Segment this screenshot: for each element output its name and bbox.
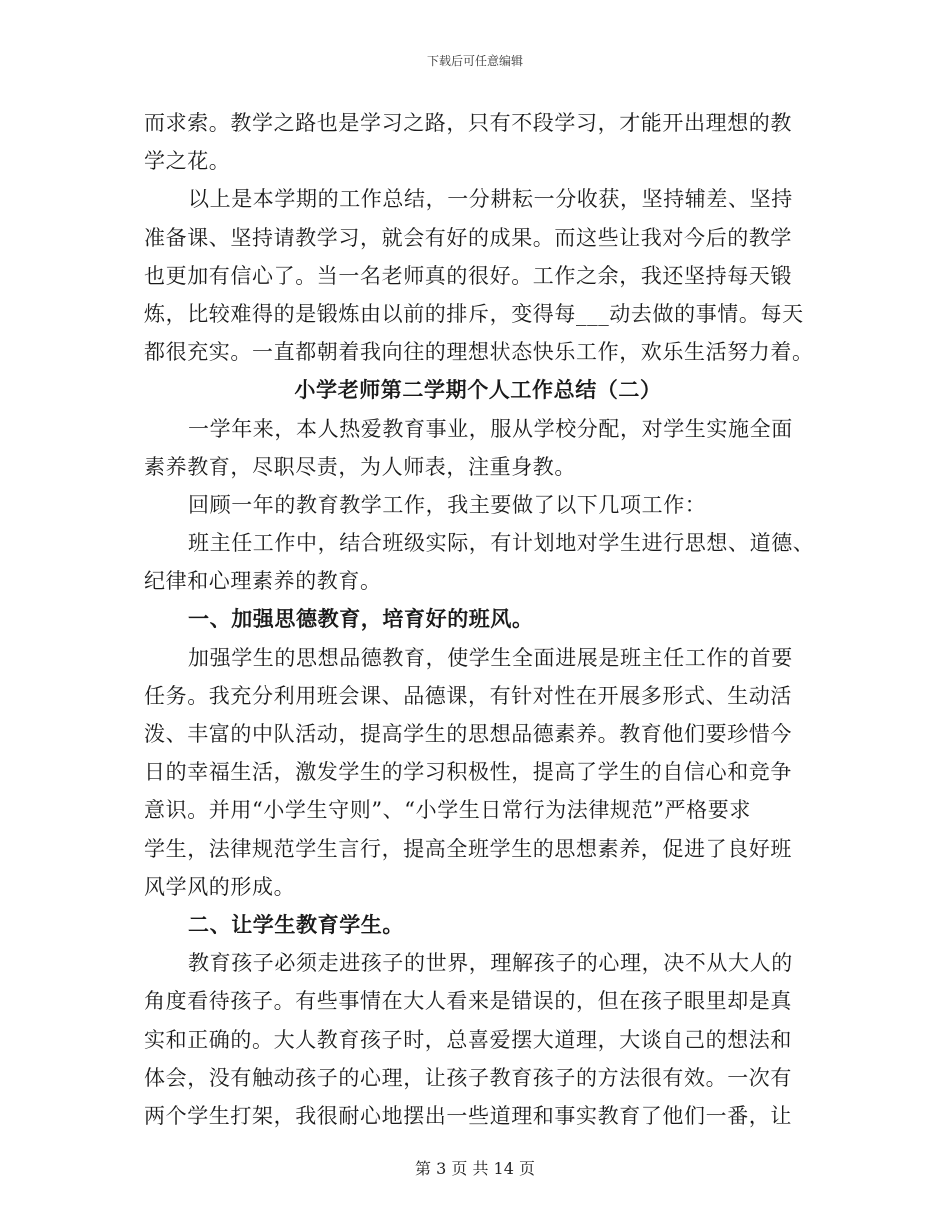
section-heading: 一、加强思德教育，培育好的班风。 [188, 607, 534, 632]
text-line: 学之花。 [144, 149, 231, 174]
text-line: 准备课、坚持请教学习，就会有好的成果。而这些让我对今后的教学 [144, 225, 792, 250]
text-line: 都很充实。一直都朝着我向往的理想状态快乐工作，欢乐生活努力着。 [144, 340, 814, 365]
text-line: 炼，比较难得的是锻炼由以前的排斥，变得每___动去做的事情。每天 [144, 301, 804, 326]
text-line: 实和正确的。大人教育孩子时，总喜爱摆大道理，大谈自己的想法和 [144, 1027, 792, 1052]
text-line: 学生，法律规范学生言行，提高全班学生的思想素养，促进了良好班 [144, 836, 792, 861]
text-line: 泼、丰富的中队活动，提高学生的思想品德素养。教育他们要珍惜今 [144, 722, 792, 746]
text-line: 纪律和心理素养的教育。 [144, 569, 382, 594]
section-title: 小学老师第二学期个人工作总结（二） [294, 378, 662, 403]
paragraph-first-line: 以上是本学期的工作总结，一分耕耘一分收获，坚持辅差、坚持 [188, 187, 793, 212]
text-line: 体会，没有触动孩子的心理，让孩子教育孩子的方法很有效。一次有 [144, 1065, 792, 1090]
text-line: 素养教育，尽职尽责，为人师表，注重身教。 [144, 454, 576, 479]
paragraph-first-line: 一学年来，本人热爱教育事业，服从学校分配，对学生实施全面 [188, 416, 793, 441]
text-line: 日的幸福生活，激发学生的学习积极性，提高了学生的自信心和竞争 [144, 760, 792, 785]
text-line: 角度看待孩子。有些事情在大人看来是错误的，但在孩子眼里却是真 [144, 989, 792, 1014]
paragraph-first-line: 回顾一年的教育教学工作，我主要做了以下几项工作： [188, 492, 707, 517]
section-heading: 二、让学生教育学生。 [188, 912, 404, 937]
text-line: 任务。我充分利用班会课、品德课，有针对性在开展多形式、生动活 [144, 683, 792, 708]
paragraph-first-line: 班主任工作中，结合班级实际，有计划地对学生进行思想、道德、 [188, 531, 815, 556]
paragraph-first-line: 加强学生的思想品德教育，使学生全面进展是班主任工作的首要 [188, 645, 793, 670]
paragraph-first-line: 教育孩子必须走进孩子的世界，理解孩子的心理，决不从大人的 [188, 951, 793, 976]
page-header-note: 下载后可任意编辑 [426, 54, 523, 68]
text-line: 风学风的形成。 [144, 874, 296, 899]
page-number: 第 3 页 共 14 页 [415, 1159, 535, 1178]
text-line: 两个学生打架，我很耐心地摆出一些道理和事实教育了他们一番，让 [144, 1103, 792, 1128]
text-line: 而求索。教学之路也是学习之路，只有不段学习，才能开出理想的教 [144, 111, 792, 135]
text-line: 也更加有信心了。当一名老师真的很好。工作之余，我还坚持每天锻 [144, 263, 792, 288]
document-body [144, 104, 815, 1135]
text-line: 意识。并用“小学生守则”、“小学生日常行为法律规范”严格要求 [144, 798, 751, 823]
